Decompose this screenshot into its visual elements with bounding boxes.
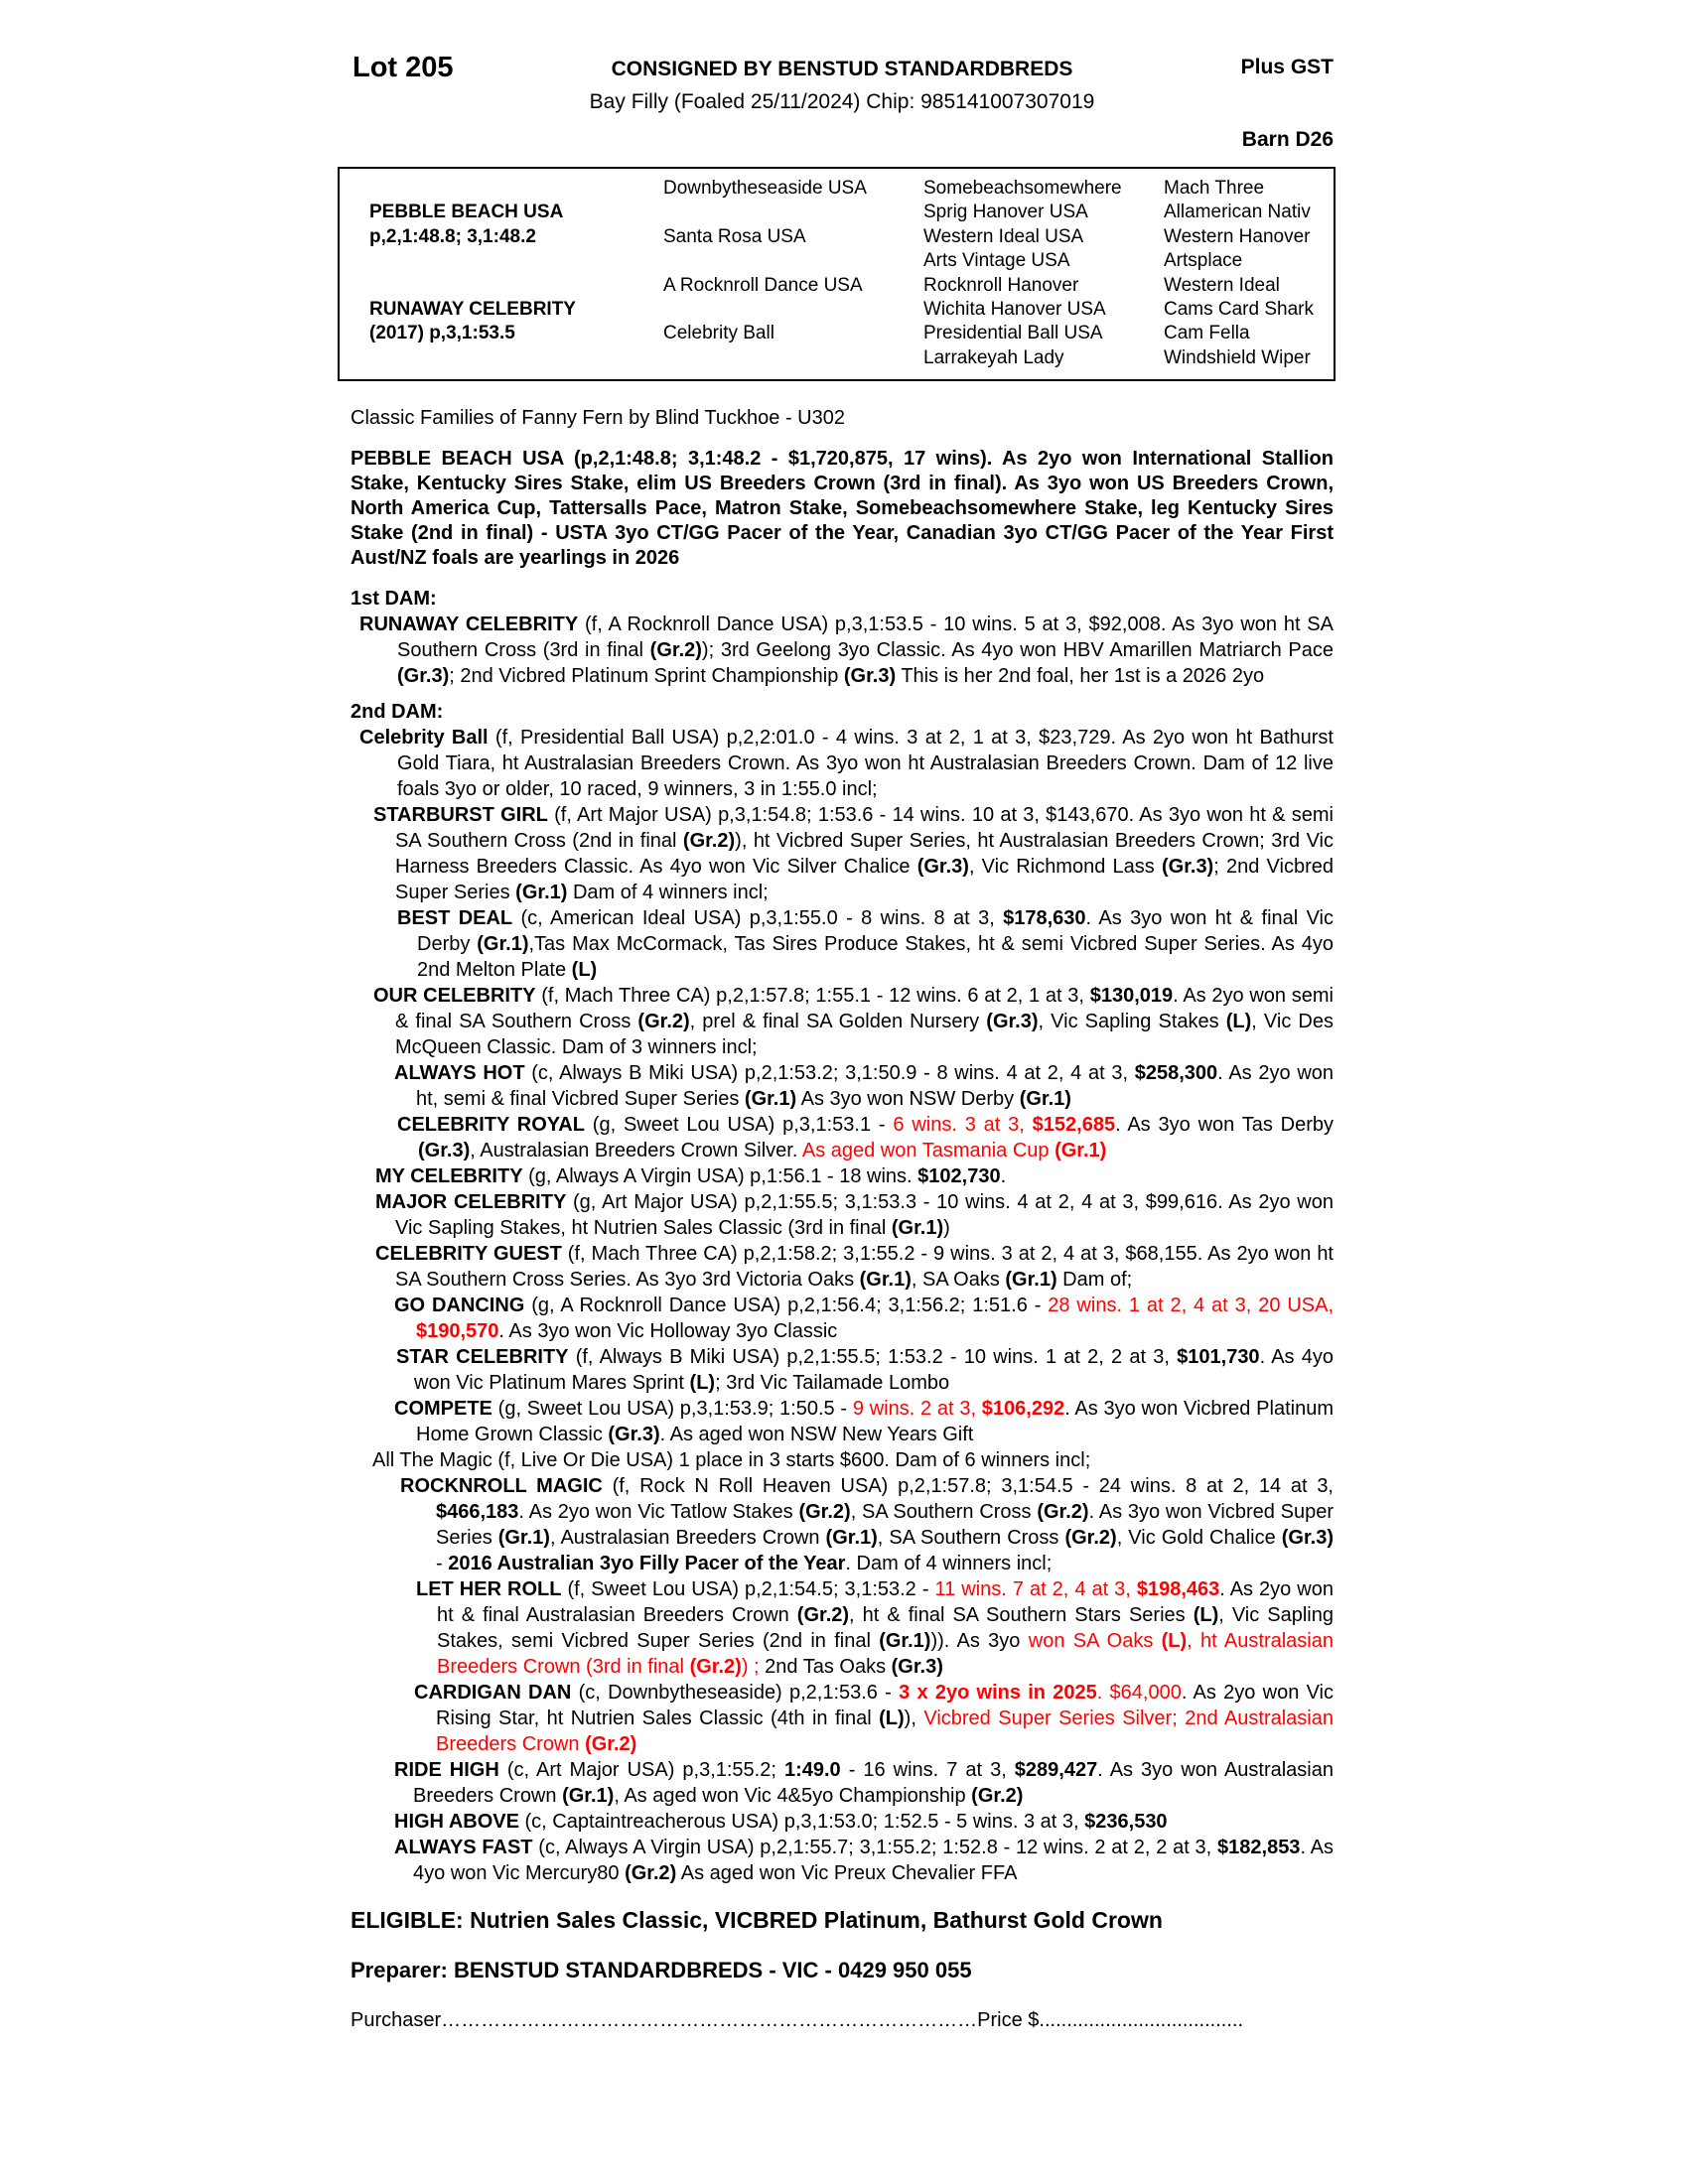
pedigree-cell [369,346,663,370]
entry-segment: ; 2nd Vicbred Platinum Sprint Championship [449,665,844,688]
entry-segment: (Gr.2) [971,1785,1024,1808]
entry-segment: 28 wins. 1 at 2, 4 at 3, 20 USA, [1048,1295,1335,1317]
entry-segment: 3 x 2yo wins in 2025 [899,1682,1097,1705]
horse-name: STAR CELEBRITY [396,1346,569,1369]
entry-segment: 2nd Tas Oaks [765,1656,892,1679]
pedigree-row [340,249,1334,273]
entry-segment: . As 3yo won Australasian Breeders Crown [413,1759,1334,1808]
entry-segment: (c, Art Major USA) p,3,1:55.2; [498,1759,784,1782]
pedigree-cell: Artsplace [1164,250,1243,272]
pedigree-entry [351,1060,1334,1112]
horse-name: MY CELEBRITY [375,1165,523,1188]
entry-segment: , Vic Richmond Lass [968,856,1162,879]
entry-segment: (Gr.1) [891,1217,944,1240]
pedigree-entry [351,1447,1334,1473]
entry-segment: , Australasian Breeders Crown Silver. [470,1140,802,1162]
pedigree-cell [663,346,923,370]
lot-number: Lot 205 [352,52,454,83]
entry-segment: (Gr.2) [1064,1527,1117,1550]
entry-segment: (f, Mach Three CA) p,2,1:57.8; 1:55.1 - 12 wins. 6 at 2, 1 at 3, [535,985,1090,1008]
pedigree-cell: Santa Rosa USA [663,225,806,247]
pedigree-row [340,322,1334,345]
pedigree-cell: Western Hanover [1164,225,1311,247]
entry-segment: (Gr.3) [1161,856,1214,879]
pedigree-cell: Rocknroll Hanover [923,274,1079,296]
entry-segment: . $64,000 [1096,1682,1182,1705]
entry-segment: $289,427 [1014,1759,1098,1782]
eligible-line: ELIGIBLE: Nutrien Sales Classic, VICBRED Platinum, Bathurst Gold Crown [351,1907,1163,1934]
entry-segment: ) ; [741,1656,766,1679]
entry-segment: (f, Rock N Roll Heaven USA) p,2,1:57.8; 3,1:54.5 - 24 wins. 8 at 2, 14 at 3, [602,1475,1334,1498]
entry-segment: $182,853 [1217,1837,1301,1859]
entry-segment: (g, Sweet Lou USA) p,3,1:53.1 - [584,1114,894,1137]
entry-segment: (Gr.1) [497,1527,550,1550]
foaling-info: Bay Filly (Foaled 25/11/2024) Chip: 985141007307019 [589,90,1095,113]
entry-segment: (Gr.1) [562,1785,615,1808]
entry-segment: , ht & final SA Southern Stars Series [849,1604,1194,1627]
entry-segment: (Gr.1) [1005,1269,1057,1292]
purchaser-label: Purchaser [351,2009,442,2032]
horse-name: HIGH ABOVE [394,1811,519,1834]
entry-segment: (f, Mach Three CA) p,2,1:58.2; 3,1:55.2 - 9 wins. 3 at 2, 4 at 3, $68,155. As 2yo won ht SA Southern Cross Series. As 3yo 3rd Victoria Oaks [395,1243,1334,1292]
purchaser-dots: ……………………………………………………………………… [441,2009,978,2032]
entry-segment: 6 wins. 3 at 3, [893,1114,1033,1137]
horse-name: CELEBRITY ROYAL [397,1114,585,1137]
pedigree-entry [351,725,1334,802]
entry-segment: (Gr.2) [637,1011,690,1033]
entry-segment: . As 3yo won Vicbred Platinum Home Grown Classic [416,1398,1334,1446]
entry-segment: (c, Always B Miki USA) p,2,1:53.2; 3,1:50.9 - 8 wins. 4 at 2, 4 at 3, [524,1062,1135,1085]
entry-segment: $258,300 [1134,1062,1218,1085]
pedigree-cell: (2017) p,3,1:53.5 [369,323,515,344]
pedigree-table [338,167,1336,381]
entry-segment: (Gr.1) [515,882,568,904]
entry-segment: , SA Southern Cross [850,1501,1038,1524]
entry-segment: $130,019 [1089,985,1174,1008]
pedigree-entry [351,1344,1334,1396]
entry-segment: (Gr.1) [744,1088,797,1111]
pedigree-entry [351,983,1334,1060]
entry-segment: (g, A Rocknroll Dance USA) p,2,1:56.4; 3,1:56.2; 1:51.6 - [524,1295,1049,1317]
entry-segment: . Dam of 4 winners incl; [845,1553,1053,1575]
entry-segment: , As aged won Vic 4&5yo Championship [614,1785,972,1808]
entry-segment: , Vic Sapling Stakes, semi Vicbred Super Series (2nd in final [437,1604,1334,1653]
entry-segment: - 16 wins. 7 at 3, [840,1759,1015,1782]
entry-segment: . As 4yo won Vic Platinum Mares Sprint [414,1346,1334,1395]
entry-segment: (f, A Rocknroll Dance USA) p,3,1:53.5 - 10 wins. 5 at 3, $92,008. As 3yo won ht SA Southern Cross (3rd in final [397,614,1334,662]
entry-segment: (g, Always A Virgin USA) p,1:56.1 - 18 wins. [522,1165,918,1188]
entry-segment: (Gr.1) [859,1269,912,1292]
horse-name: OUR CELEBRITY [373,985,536,1008]
entry-segment: (c, American Ideal USA) p,3,1:55.0 - 8 wins. 8 at 3, [512,907,1004,930]
pedigree-table-body [340,177,1334,370]
price-dots: ..................................... [1039,2009,1244,2032]
entry-segment: . As 2yo won ht, semi & final Vicbred Super Series [416,1062,1335,1111]
entry-segment: $152,685 [1032,1114,1116,1137]
entry-segment: (L) [571,959,598,982]
entry-segment: (c, Always A Virgin USA) p,2,1:55.7; 3,1:55.2; 1:52.8 - 12 wins. 2 at 2, 2 at 3, [532,1837,1218,1859]
entry-segment: $190,570 [416,1320,499,1343]
entry-segment: ) [943,1217,950,1240]
entry-segment: (Gr.2) [689,1656,742,1679]
entry-segment: . As 2yo won Vic Rising Star, ht Nutrien Sales Classic (4th in final [436,1682,1334,1730]
pedigree-cell: Larrakeyah Lady [923,346,1064,368]
gst-note: Plus GST [1240,56,1334,78]
pedigree-row [340,177,1334,201]
entry-segment: (Gr.2) [798,1501,851,1524]
pedigree-cell: p,2,1:48.8; 3,1:48.2 [369,225,536,247]
horse-name: Celebrity Ball [359,727,489,750]
entry-segment: Vicbred Super Series Silver; 2nd Australasian Breeders Crown [436,1707,1334,1756]
entry-segment: 9 wins. 2 at 3, [852,1398,982,1421]
horse-name: ALWAYS FAST [394,1837,533,1859]
entry-segment: . [1000,1165,1007,1188]
pedigree-cell: Celebrity Ball [663,323,774,344]
entry-segment: As aged won Tasmania Cup [801,1140,1055,1162]
entry-segment: (Gr.2) [682,830,736,853]
pedigree-entry [351,905,1334,983]
barn-number: Barn D26 [1241,128,1334,151]
pedigree-cell: Western Ideal USA [923,225,1084,247]
horse-name: CELEBRITY GUEST [375,1243,562,1266]
sire-summary: PEBBLE BEACH USA (p,2,1:48.8; 3,1:48.2 - $1,720,875, 17 wins). As 2yo won International Stallion Stake, Kentucky Sires Stake, elim US Breeders Crown (3rd in final). As 3yo won US Breeders Crown, North America Cup, Tattersalls Pace, Matron Stake, Somebeachsomewhere Stake, leg Kentucky Sires Stake (2nd in final) - USTA 3yo CT/GG Pacer of the Year, Canadian 3yo CT/GG Pacer of the Year First Aust/NZ foals are yearlings in 2026 [351,448,1334,570]
pedigree-cell [369,177,663,201]
consignor-title: CONSIGNED BY BENSTUD STANDARDBREDS [611,58,1073,80]
entry-segment: $198,463 [1136,1578,1220,1601]
pedigree-cell: A Rocknroll Dance USA [663,274,863,296]
pedigree-cell: Somebeachsomewhere [923,178,1122,199]
entry-segment: . As aged won NSW New Years Gift [659,1424,974,1446]
entry-segment: (Gr.2) [585,1733,637,1756]
pedigree-entry [351,1835,1334,1886]
entry-segment: (Gr.3) [916,856,969,879]
entry-segment: . As 3yo won ht & final Vic Derby [417,907,1334,956]
entry-segment: (Gr.2) [796,1604,850,1627]
horse-name: LET HER ROLL [416,1578,562,1601]
entry-segment: (Gr.3) [843,665,897,688]
pedigree-cell: Wichita Hanover USA [923,298,1106,320]
entry-segment: . As 4yo won Vic Mercury80 [413,1837,1335,1885]
pedigree-entry [351,1112,1334,1163]
header-row [351,52,1334,85]
entry-segment: $106,292 [981,1398,1065,1421]
entry-segment: (L) [1193,1604,1219,1627]
pedigree-entry [351,1680,1334,1757]
entry-segment: ; 3rd Vic Tailamade Lombo [715,1372,950,1395]
horse-name: RUNAWAY CELEBRITY [359,614,579,636]
horse-name: ROCKNROLL MAGIC [400,1475,603,1498]
entry-segment: $101,730 [1177,1346,1260,1369]
entry-segment: , Vic Gold Chalice [1116,1527,1282,1550]
pedigree-cell: PEBBLE BEACH USA [369,202,564,223]
entry-segment: . As 2yo won semi & final SA Southern Cross [395,985,1335,1033]
entry-segment: This is her 2nd foal, her 1st is a 2026 2yo [896,665,1265,688]
pedigree-cell [663,298,923,322]
entry-segment: ); 3rd Geelong 3yo Classic. As 4yo won HBV Amarillen Matriarch Pace [701,639,1334,662]
pedigree-row [340,225,1334,249]
horse-name: GO DANCING [394,1295,525,1317]
pedigree-cell: Cams Card Shark [1164,298,1314,320]
preparer-line: Preparer: BENSTUD STANDARDBREDS - VIC - 0429 950 055 [351,1958,972,1983]
pedigree-cell: Mach Three [1164,178,1265,199]
pedigree-cell: Arts Vintage USA [923,250,1070,272]
entry-segment: Dam of; [1056,1269,1133,1292]
pedigree-cell [663,249,923,273]
horse-name: ALWAYS HOT [394,1062,525,1085]
entry-segment: (c, Downbytheseaside) p,2,1:53.6 - [571,1682,900,1705]
entry-segment: (g, Sweet Lou USA) p,3,1:53.9; 1:50.5 - [492,1398,853,1421]
entry-segment: $466,183 [436,1501,519,1524]
entry-segment: $178,630 [1003,907,1086,930]
horse-name: STARBURST GIRL [373,804,548,827]
entry-segment: won SA Oaks [1028,1630,1162,1653]
horse-name: RIDE HIGH [394,1759,499,1782]
price-label: Price $ [977,2009,1040,2032]
entry-segment: , SA Southern Cross [877,1527,1065,1550]
pedigree-entry [351,1757,1334,1809]
pedigree-row [340,201,1334,224]
pedigree-cell [369,249,663,273]
entry-segment: (Gr.2) [649,639,702,662]
entry-segment: (f, Presidential Ball USA) p,2,2:01.0 - 4 wins. 3 at 2, 1 at 3, $23,729. As 2yo won ht Bathurst Gold Tiara, ht Australasian Breeders Crown. As 3yo won ht Australasian Breeders Crown. Dam of 12 live foals 3yo or older, 10 raced, 9 winners, 3 in 1:55.0 incl; [397,727,1334,801]
entry-segment: (Gr.1) [1055,1140,1107,1162]
entry-segment: (f, Art Major USA) p,3,1:54.8; 1:53.6 - 14 wins. 10 at 3, $143,670. As 3yo won ht & semi SA Southern Cross (2nd in final [395,804,1334,853]
pedigree-cell: Allamerican Nativ [1164,202,1311,223]
entry-segment: , SA Oaks [911,1269,1006,1292]
entry-segment: (Gr.3) [986,1011,1039,1033]
dam-heading: 1st DAM: [351,588,437,611]
entry-segment: (Gr.3) [891,1656,943,1679]
classic-families-line: Classic Families of Fanny Fern by Blind Tuckhoe - U302 [351,407,845,430]
pedigree-cell [369,274,663,298]
entry-segment: 1:49.0 [783,1759,841,1782]
entry-segment: . As 2yo won Vic Tatlow Stakes [518,1501,799,1524]
pedigree-entry [351,1163,1334,1189]
entry-segment: ), ht Vicbred Super Series, ht Australasian Breeders Crown; 3rd Vic Harness Breeders Classic. As 4yo won Vic Silver Chalice [395,830,1334,879]
entry-segment: , Australasian Breeders Crown [549,1527,826,1550]
horse-name: CARDIGAN DAN [414,1682,572,1705]
entry-segment: ), [904,1707,924,1730]
pedigree-cell: RUNAWAY CELEBRITY [369,298,576,320]
pedigree-entry [351,1809,1334,1835]
purchaser-line [351,2009,1334,2032]
entry-segment: . As 2yo won ht & final Australasian Breeders Crown [437,1578,1334,1627]
pedigree-entry [351,1241,1334,1293]
page-content [351,52,1334,2032]
pedigree-entry [351,612,1334,689]
dam-heading: 2nd DAM: [351,701,444,724]
pedigree-cell: Windshield Wiper [1164,346,1311,368]
horse-name: BEST DEAL [397,907,513,930]
entry-segment: 11 wins. 7 at 2, 4 at 3, [934,1578,1137,1601]
entry-segment: As aged won Vic Preux Chevalier FFA [676,1862,1018,1885]
pedigree-row [340,298,1334,322]
entry-segment: , ht Australasian Breeders Crown (3rd in final [437,1630,1334,1679]
entry-segment: , prel & final SA Golden Nursery [689,1011,987,1033]
pedigree-cell [663,201,923,224]
pedigree-cell: Cam Fella [1164,323,1250,344]
entry-segment: (c, Captaintreacherous USA) p,3,1:53.0; 1:52.5 - 5 wins. 3 at 3, [518,1811,1085,1834]
entry-segment: (L) [879,1707,905,1730]
pedigree-entry [351,1396,1334,1447]
pedigree-entry [351,1473,1334,1576]
entry-segment: (Gr.1) [477,933,529,956]
entry-segment: $102,730 [917,1165,1001,1188]
entry-segment: (Gr.2) [1037,1501,1089,1524]
entry-segment: . As 3yo won Tas Derby [1115,1114,1334,1137]
pedigree-cell: Western Ideal [1164,274,1280,296]
entry-segment: )). As 3yo [930,1630,1029,1653]
entry-segment: (Gr.3) [1281,1527,1334,1550]
entry-segment: $236,530 [1084,1811,1168,1834]
entry-segment: As 3yo won NSW Derby [796,1088,1020,1111]
entry-segment: (L) [1225,1011,1252,1033]
entry-segment: . As 3yo won Vic Holloway 3yo Classic [498,1320,838,1343]
entry-segment: ,Tas Max McCormack, Tas Sires Produce Stakes, ht & semi Vicbred Super Series. As 4yo 2nd Melton Plate [417,933,1335,982]
entry-segment: , Vic Des McQueen Classic. Dam of 3 winners incl; [395,1011,1334,1059]
pedigree-row [340,274,1334,298]
entry-segment: (f, Sweet Lou USA) p,2,1:54.5; 3,1:53.2 - [561,1578,935,1601]
entry-segment: (L) [689,1372,716,1395]
pedigree-cell: Sprig Hanover USA [923,202,1088,223]
pedigree-entry [351,802,1334,905]
pedigree-row [340,346,1334,370]
entry-segment: (Gr.2) [625,1862,677,1885]
pedigree-cell: Downbytheseaside USA [663,178,867,199]
entry-segment: (f, Always B Miki USA) p,2,1:55.5; 1:53.2 - 10 wins. 1 at 2, 2 at 3, [568,1346,1178,1369]
entry-segment: ; 2nd Vicbred Super Series [395,856,1334,904]
entry-segment: - [436,1553,449,1575]
entry-segment: (Gr.3) [418,1140,471,1162]
entry-segment: . As 3yo won Vicbred Super Series [436,1501,1334,1550]
horse-name: COMPETE [394,1398,492,1421]
entry-segment: (Gr.1) [1019,1088,1071,1111]
pedigree-entry [351,1293,1334,1344]
dam-sections [351,586,1334,1886]
entry-segment: All The Magic (f, Live Or Die USA) 1 place in 3 starts $600. Dam of 6 winners incl; [372,1449,1091,1472]
pedigree-cell: Presidential Ball USA [923,323,1103,344]
entry-segment: (Gr.1) [825,1527,878,1550]
entry-segment: (Gr.3) [397,665,450,688]
pedigree-entry [351,1576,1334,1680]
entry-segment: Dam of 4 winners incl; [567,882,769,904]
entry-segment: (L) [1161,1630,1188,1653]
pedigree-entry [351,1189,1334,1241]
entry-segment: (Gr.1) [879,1630,931,1653]
horse-name: MAJOR CELEBRITY [375,1191,567,1214]
entry-segment: , Vic Sapling Stakes [1038,1011,1226,1033]
entry-segment: 2016 Australian 3yo Filly Pacer of the Year [448,1553,846,1575]
entry-segment: (g, Art Major USA) p,2,1:55.5; 3,1:53.3 - 10 wins. 4 at 2, 4 at 3, $99,616. As 2yo won Vic Sapling Stakes, ht Nutrien Sales Classic (3rd in final [395,1191,1334,1240]
entry-segment: (Gr.3) [608,1424,660,1446]
